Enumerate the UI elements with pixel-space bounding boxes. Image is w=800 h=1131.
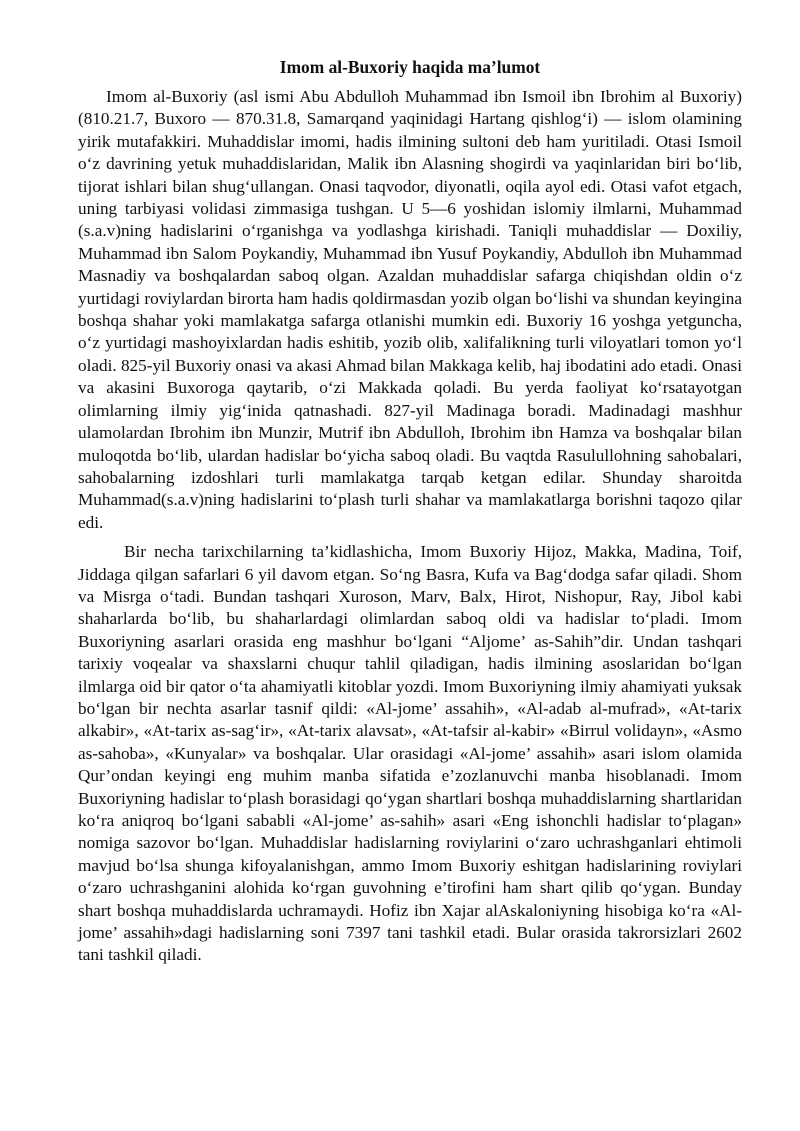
document-page (78, 56, 742, 967)
paragraph-biography: Imom al-Buxoriy (asl ismi Abu Abdulloh Muhammad ibn Ismoil ibn Ibrohim al Buxoriy) (810.21.7, Buxoro — 870.31.8, Samarqand yaqinidagi Hartang qishlog‘i) — islom olamining yirik mutafakkiri. Muhaddislar imomi, hadis ilmining sultoni deb ham yuritiladi. Otasi Ismoil o‘z davrining yetuk muhaddislaridan, Malik ibn Alasning shogirdi va yaqinlaridan biri bo‘lib, tijorat ishlari bilan shug‘ullangan. Onasi taqvodor, diyonatli, oqila ayol edi. Otasi vafot etgach, uning tarbiyasi volidasi zimmasiga tushgan. U 5—6 yoshidan islomiy ilmlarni, Muhammad (s.a.v)ning hadislarini o‘rganishga va yodlashga kirishadi. Taniqli muhaddislar — Doxiliy, Muhammad ibn Salom Poykandiy, Muhammad ibn Yusuf Poykandiy, Abdulloh ibn Muhammad Masnadiy va boshqalardan saboq olgan. Azaldan muhaddislar safarga chiqishdan oldin o‘z yurtidagi roviylardan birorta ham hadis qoldirmasdan yozib olgan bo‘lishi va shundan keyingina boshqa shahar yoki mamlakatga safarga otlanishi mumkin edi. Buxoriy 16 yoshga yetguncha, o‘z yurtidagi mashoyixlardan hadis eshitib, yozib olib, xalifalikning turli viloyatlari tomon yo‘l oladi. 825-yil Buxoriy onasi va akasi Ahmad bilan Makkaga kelib, haj ibodatini ado etadi. Onasi va akasini Buxoroga qaytarib, o‘zi Makkada qoladi. Bu yerda faoliyat ko‘rsatayotgan olimlarning ilmiy yig‘inida qatnashadi. 827-yil Madinaga boradi. Madinadagi mashhur ulamolardan Ibrohim ibn Munzir, Mutrif ibn Abdulloh, Ibrohim ibn Hamza va boshqalar bilan muloqotda bo‘lib, ulardan hadislar bo‘yicha saboq oladi. Bu vaqtda Rasulullohning sahobalari, sahobalarning izdoshlari turli mamlakatga tarqab ketgan edilar. Shunday sharoitda Muhammad(s.a.v)ning hadislarini to‘plash turli shahar va mamlakatlarga borishni taqozo qilar edi. (78, 87, 742, 532)
paragraph-travels-and-works: Bir necha tarixchilarning ta’kidlashicha, Imom Buxoriy Hijoz, Makka, Madina, Toif, Jiddaga qilgan safarlari 6 yil davom etgan. So‘ng Basra, Kufa va Bag‘dodga safar qiladi. Shom va Misrga o‘tadi. Bundan tashqari Xuroson, Marv, Balx, Hirot, Nishopur, Ray, Jibol kabi shaharlarda bo‘lib, bu shaharlardagi olimlardan saboq oldi va hadislar to‘pladi. Imom Buxoriyning asarlari orasida eng mashhur bo‘lgani “Aljome’ as-Sahih”dir. Undan tashqari tarixiy voqealar va shaxslarni chuqur tahlil qiladigan, hadis ilmining asoslaridan bo‘lgan ilmlarga oid bir qator o‘ta ahamiyatli kitoblar yozdi. Imom Buxoriyning ilmiy ahamiyati yuksak bo‘lgan bir nechta asarlar tasnif qildi: «Al-jome’ assahih», «Al-adab al-mufrad», «At-tarix alkabir», «At-tarix as-sag‘ir», «At-tarix alavsat», «At-tafsir al-kabir» «Birrul volidayn», «Asmo as-sahoba», «Kunyalar» va boshqalar. Ular orasidagi «Al-jome’ assahih» asari islom olamida Qur’ondan keyingi eng muhim manba sifatida e’zozlanuvchi manba hisoblanadi. Imom Buxoriyning hadislar to‘plash borasidagi qo‘ygan shartlari boshqa muhaddislarning shartlaridan ko‘ra aniqroq bo‘lgani sababli «Al-jome’ as-sahih» asari «Eng ishonchli hadislar to‘plagan» nomiga sazovor bo‘lgan. Muhaddislar hadislarning roviylarini o‘zaro uchrashganlari ehtimoli mavjud bo‘lsa shunga kifoyalanishgan, ammo Imom Buxoriy eshitgan hadislarining roviylari o‘zaro uchrashganini alohida ko‘rgan guvohning e’tirofini ham shart qilib qo‘ygan. Bunday shart boshqa muhaddislarda uchramaydi. Hofiz ibn Xajar alAskaloniyning hisobiga ko‘ra «Al-jome’ assahih»dagi hadislarning soni 7397 tani tashkil etadi. Bular orasida takrorsizlari 2602 tani tashkil qiladi. (78, 542, 742, 965)
page-title: Imom al-Buxoriy haqida ma’lumot (279, 57, 541, 77)
